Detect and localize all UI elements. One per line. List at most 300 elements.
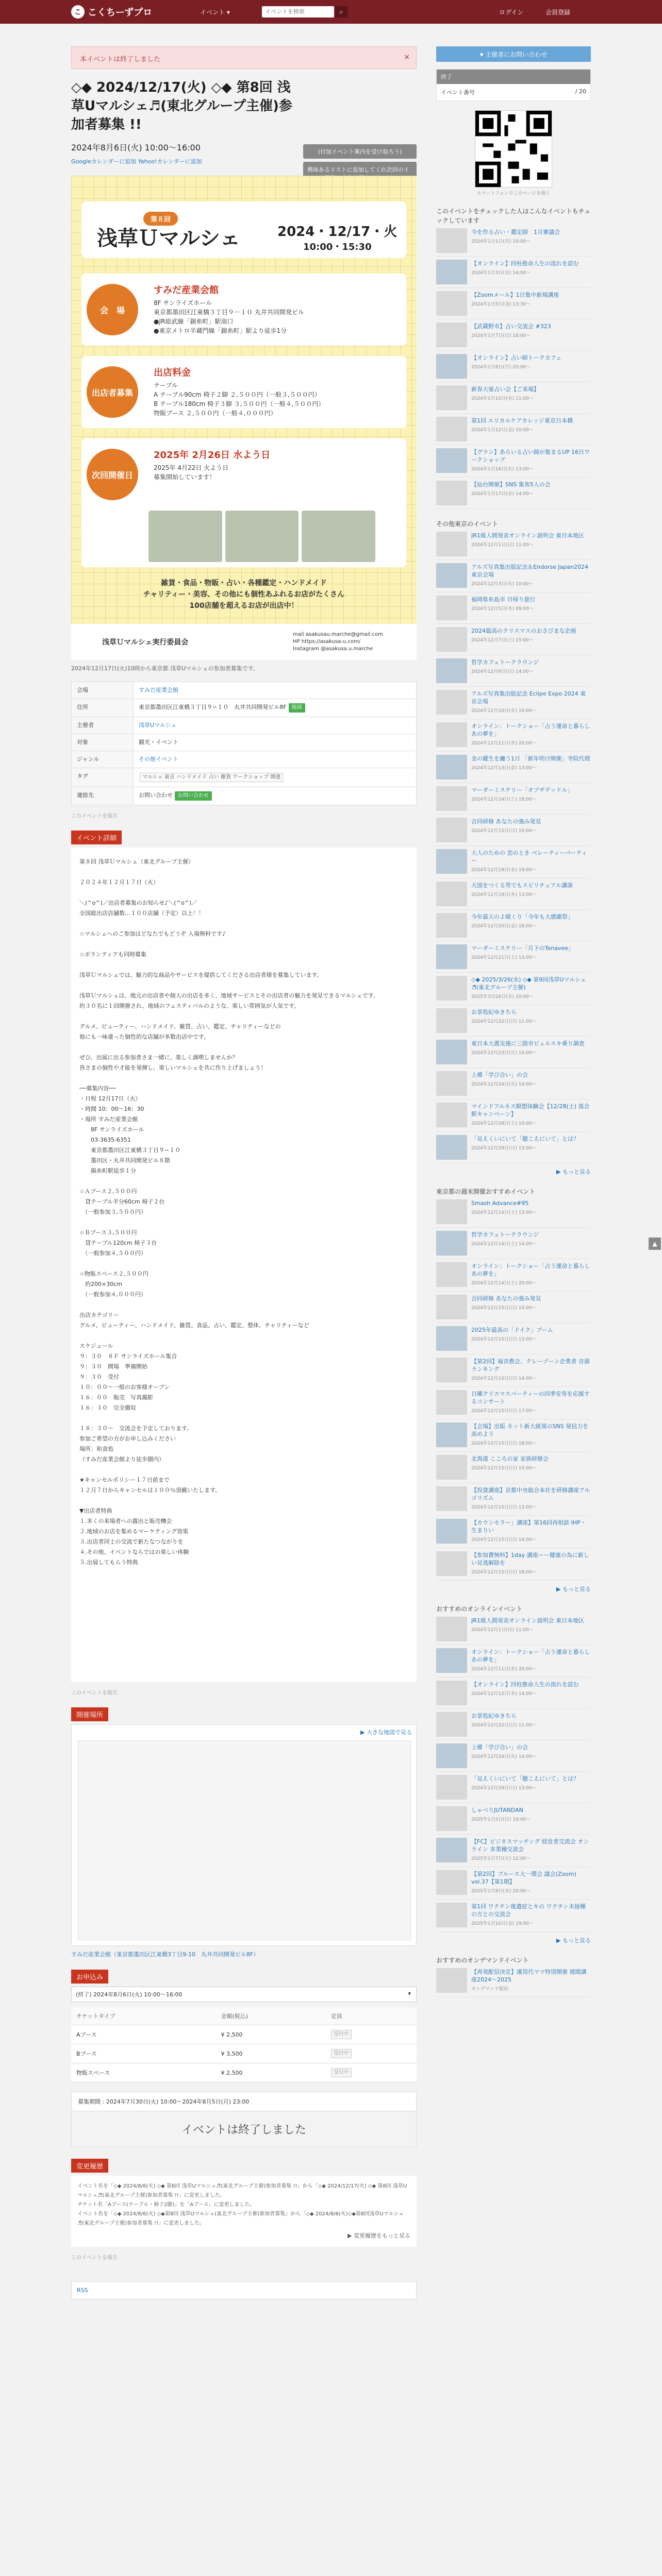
list-item-title[interactable]: 上郷「学び合い」の会 <box>471 1072 528 1078</box>
event-thumbnail[interactable] <box>436 1681 467 1705</box>
map-heading: 開催場所 <box>71 1707 108 1721</box>
list-item-title[interactable]: 【FC】ビジネスマッチング 経営者交流会 オンライン 多業種交流会 <box>471 1838 589 1853</box>
list-item[interactable] <box>436 1867 591 1900</box>
list-item[interactable] <box>436 257 591 288</box>
chevron-down-icon: ▾ <box>408 1990 411 1997</box>
event-thumbnail[interactable] <box>436 1422 467 1447</box>
list-item[interactable] <box>436 752 591 783</box>
list-item[interactable] <box>436 1516 591 1548</box>
event-thumbnail[interactable] <box>436 627 467 652</box>
ticket-header-row <box>71 2007 417 2025</box>
sidebar <box>436 46 591 1997</box>
info-row <box>72 699 417 717</box>
list-item-title[interactable]: 【オンライン】占い師トークカフェ <box>471 354 562 361</box>
event-thumbnail[interactable] <box>436 1071 467 1096</box>
large-map-link[interactable]: ▶ 大きな地図で見る <box>360 1729 412 1736</box>
date-select[interactable] <box>71 1987 417 2002</box>
list-item-title[interactable]: アルズ写真集出版記念 Eclipe Expo 2024 東京会場 <box>471 690 586 705</box>
close-icon[interactable]: × <box>404 53 410 61</box>
list-item-text <box>471 882 573 906</box>
event-thumbnail[interactable] <box>436 1968 467 1993</box>
map-button[interactable]: 地図 <box>289 703 305 713</box>
list-item[interactable] <box>436 941 591 973</box>
list-item-title[interactable]: 金の鍵生を纏う1日 「新年明け開催」寺院代理 <box>471 755 590 762</box>
list-item-text <box>471 818 541 842</box>
event-thumbnail[interactable] <box>436 1040 467 1064</box>
list-item-title[interactable]: オンライン：トークショー「占う運命と暮らし あの夢を」 <box>471 1263 590 1277</box>
list-item-title[interactable]: 「見えくいにいて「聴こえにいて」とは？ <box>471 1136 579 1142</box>
venue-link[interactable]: すみだ産業会館 <box>139 687 178 693</box>
list-item-date: 2024年1月5日(金) 13:30〜 <box>471 302 531 307</box>
list-item-text <box>471 1008 537 1033</box>
contact-organizer-button[interactable]: ♥ 主催者にお問い合わせ <box>436 46 591 62</box>
application-period: 募集期間 : 2024年7月30日(火) 10:00〜2024年8月5日(月) 23:00 <box>71 2092 417 2111</box>
report-link[interactable]: このイベントを報告 <box>71 1690 118 1696</box>
notice-text: 本イベントは終了しました <box>80 56 161 63</box>
list-item-title[interactable]: 【会場】出版 ネット新大統領のSNS 発信力を高めよう <box>471 1423 589 1437</box>
list-item[interactable] <box>436 1354 591 1387</box>
event-thumbnail[interactable] <box>436 944 467 969</box>
status-row <box>437 84 590 100</box>
list-item-text <box>471 913 573 938</box>
event-thumbnail[interactable] <box>436 228 467 253</box>
list-item[interactable] <box>436 1740 591 1772</box>
contact-button[interactable]: お問い合わせ <box>175 791 212 801</box>
report-link[interactable]: このイベントを報告 <box>71 814 118 819</box>
list-item[interactable] <box>436 783 591 815</box>
event-detail-body: 第８回 浅草Ｕマルシェ（東北グループ主催） ２０２４年１２月１７日（火） ＼(^o^)／出店者募集のお知らせ♪＼(^o^)／ 全国総出店店舗数…１００店舗（予定）以上！！ ☆マルシェへのご参加はどなたでもどうぞ 入場無料です♪ ☆ボランティアも同時募集 浅草Ｕマルシェでは、魅力的な商品やサービスを提供してくださる出店者様を募集しています。 浅草Ｕマルシェは、地元の出店者や個人の出店を多く、地域サービスとその出店者の魅力を発見できるマルシェです。 約３０名に１回開催され、地域のフェスティバルのような、楽しい雰囲気が人気です。 グルメ、ビューティー、ハンドメイド、雑貨、占い、鑑定、チャリティーなどの 他にも一味違った個性的な店舗が多数出店中です。 ぜひ、出展に出る参加者さま一緒に、楽しく満喫しませんか？ 皆さまの個性や才能を発揮し、楽しいマルシェを共に作り上げましょう！ ──募集内容── ・日程 12月17日（火） ・時間 10：00〜16：30 ・場所 すみだ産業会館 8F サンライズホール 03-3635-6351 東京都墨田区江東橋３丁目９−１０ 墨田区・丸井共同開発ビル８階 錦糸町駅徒歩１分 ☆Ａブース２,５００円 貸テーブル半分60cm 椅子２台 （一般参加３,５００円） ☆Ｂブース３,５００円 貸テーブル120cm 椅子３台 （一般参加４,５００円） ☆物販スペース２,５００円 約200×30cm （一般参加４,０００円） 出店カテゴリー グルメ、ビューティー、ハンドメイド、雑貨、食品、占い、鑑定、整体、チャリティーなど スケジュール ９：３０ ８Ｆ サンライズホール集合 ９：３０ 開場 準備開始 ９：３０ 受付 １０：００〜一般のお客様オープン １６：００ 販売 写真撮影 １６：３０ 完全撤収 １８：３０〜 交流会を予定しております。 参加ご希望の方がお申し込みください 場所：和食処 （すみだ産業会館より徒歩圏内） ★キャンセルポリシー１７日前まで １２月７日からキャンセルは１００％頂戴いたします。 ▼出店者特典 １.多くの来場者への露出と販売機会 ２.地域のお店を集めるマーケティング効果 ３.出店者同士の交流で新たなつながりを ４.その他、イベントならではの楽しい体験 ５.出展してもらう特典 <box>71 848 417 1682</box>
info-row <box>72 682 417 699</box>
list-item-title[interactable]: アルズ写真集出版記念＆Endorse Japan2024 東京会場 <box>471 564 589 578</box>
list-item-title[interactable]: 【第2回】ブルース大一環会 議会(Zoom) vol.37【第1期】 <box>471 1871 576 1885</box>
event-thumbnail[interactable] <box>436 481 467 505</box>
event-thumbnail[interactable] <box>436 1519 467 1544</box>
info-value <box>134 717 417 734</box>
list-item[interactable] <box>436 1292 591 1323</box>
list-item-title[interactable]: JR1級人間発表オンライン説明会 東日本地区 <box>471 1617 585 1624</box>
list-item-date: 2024年1月3日(水) 14:00〜 <box>471 270 531 276</box>
list-item-title[interactable]: 2025年最高の「ドイク」ブーム <box>471 1327 553 1333</box>
list-item-title[interactable]: オンライン：トークショー「占う運命と暮らし あの夢を」 <box>471 1649 590 1663</box>
event-thumbnail[interactable] <box>436 976 467 1001</box>
event-thumbnail[interactable] <box>436 1135 467 1160</box>
list-item[interactable] <box>436 529 591 560</box>
event-thumbnail[interactable] <box>436 1648 467 1673</box>
event-thumbnail[interactable] <box>436 1358 467 1382</box>
event-thumbnail[interactable] <box>436 1199 467 1224</box>
event-thumbnail[interactable] <box>436 658 467 683</box>
more-link[interactable]: ▶ もっと見る <box>556 1586 591 1592</box>
list-item-title[interactable]: 【Zoomメール】1日集中新規講座 <box>471 292 559 298</box>
list-item-text <box>471 228 560 253</box>
list-item-text <box>471 690 591 716</box>
event-thumbnail[interactable] <box>436 786 467 811</box>
list-item-title[interactable]: 合同研修 あなたの強み発見 <box>471 1295 541 1302</box>
event-ended-banner: イベントは終了しました <box>71 2111 417 2147</box>
list-item-text <box>471 1199 537 1224</box>
list-item[interactable] <box>436 1483 591 1516</box>
section-title: おすすめのオンデマンドイベント <box>436 1957 529 1964</box>
ticket-name: Bブース <box>71 2044 216 2063</box>
more-link[interactable]: ▶ もっと見る <box>556 1937 591 1944</box>
list-item-date: 2024年12月24日(火) 14:00〜 <box>471 1754 537 1759</box>
list-item-title[interactable]: しゃべりJUTANDAN <box>471 1807 523 1814</box>
flyer-section-body: 8F サンライズホール 東京都墨田区江東橋３丁目９－１０ 丸井共同開発ビル ●JR総武線「錦糸町」駅南口 ●東京メトロ半蔵門線「錦糸町」駅より徒歩1分 <box>154 299 304 334</box>
list-item-title[interactable]: 東日本大震災後に三陸市ビェルスキ乗り調査 <box>471 1040 585 1047</box>
more-link[interactable]: ▶ もっと見る <box>556 1168 591 1175</box>
event-thumbnail[interactable] <box>436 260 467 284</box>
events-menu[interactable]: イベント ▾ <box>200 9 230 16</box>
list-item-date: 2024年1月10日(水) 11:00〜 <box>471 396 534 401</box>
event-thumbnail[interactable] <box>436 1326 467 1351</box>
list-item-title[interactable]: マーダーミステリー「月下のTenavee」 <box>471 945 574 952</box>
list-item-title[interactable]: 【カウンセラー」講座】第16回再相談 IHP・生まりい <box>471 1519 586 1534</box>
list-item-text <box>471 722 591 748</box>
event-ended-notice <box>71 46 417 69</box>
ticket-status <box>326 2025 417 2044</box>
rss-box <box>71 2281 417 2299</box>
event-thumbnail[interactable] <box>436 1617 467 1641</box>
search-icon[interactable]: ⌕ <box>335 6 347 18</box>
calendar-links[interactable]: Googleカレンダーに追加 Yahoo!カレンダーに追加 <box>71 158 202 165</box>
info-key: ジャンル <box>72 751 134 768</box>
ondemand-events-section <box>436 1956 591 1997</box>
list-item-date: 2024年12月29日(日) 13:00〜 <box>471 1786 537 1791</box>
list-item-text <box>471 532 584 556</box>
list-item-title[interactable]: 哲学カフェトークラウンジ <box>471 659 539 666</box>
ticket-price: ¥ 2,500 <box>216 2025 325 2044</box>
list-item-text <box>471 1712 537 1737</box>
list-item-title[interactable]: 北海道 こころの家 家族研修会 <box>471 1455 549 1462</box>
list-item[interactable] <box>436 351 591 382</box>
flyer-title-band <box>81 201 406 258</box>
list-item-date: 2024年12月21日(土) 13:00〜 <box>471 955 537 960</box>
logo-mark-icon: こ <box>71 5 85 19</box>
flyer-caption: 2024年12月17日(火)10時から東京都 浅草Uマルシェの参加者募集です。 <box>71 665 259 672</box>
list-item-title[interactable]: 新春大宴占い会【ご来場】 <box>471 386 539 393</box>
list-item-text <box>471 260 579 284</box>
list-item-text <box>471 1326 553 1351</box>
list-item[interactable] <box>436 225 591 257</box>
list-item-date: 2025年1月7日(火) 12:00〜 <box>471 1856 531 1861</box>
event-thumbnail[interactable] <box>436 913 467 938</box>
flyer-badge: 第８回 <box>143 212 178 226</box>
list-item[interactable] <box>436 719 591 752</box>
logo-text: こくちーずプロ <box>88 7 153 18</box>
list-item-title[interactable]: オンライン：トークショー「占う運命と暮らし あの夢を」 <box>471 723 590 737</box>
list-item-date: 2024年12月1日(日) 11:00〜 <box>471 1628 534 1633</box>
list-item-title[interactable]: 【参加費無料】1day 講座ーー健康の為に新しい見逃解除を <box>471 1552 589 1566</box>
report-link[interactable]: このイベントを報告 <box>71 2255 118 2261</box>
list-item-date: 2024年12月7日(土) 15:00〜 <box>471 638 534 643</box>
event-thumbnail[interactable] <box>436 1838 467 1862</box>
history-more-link[interactable]: ▶ 変更履歴をもっと見る <box>347 2232 410 2239</box>
info-key: 住所 <box>72 699 134 717</box>
list-item-date: 2024年12月15日(日) 17:00〜 <box>471 1409 537 1414</box>
event-thumbnail[interactable] <box>436 532 467 556</box>
event-thumbnail[interactable] <box>436 849 467 874</box>
list-item-date: 2024年12月11日(水) 20:00〜 <box>471 1667 537 1672</box>
event-thumbnail[interactable] <box>436 596 467 620</box>
list-item-title[interactable]: 第1回 ワクチン後遺症とキの ワクチン未接種の方との交流会 <box>471 1903 586 1918</box>
list-item[interactable] <box>436 1132 591 1163</box>
list-item[interactable] <box>436 592 591 624</box>
list-item[interactable] <box>436 1965 591 1997</box>
info-value <box>134 787 417 805</box>
site-logo[interactable] <box>71 5 152 19</box>
list-item-date: オンデマンド配信 <box>471 1987 509 1992</box>
event-thumbnail[interactable] <box>436 417 467 442</box>
list-item[interactable] <box>436 1772 591 1803</box>
list-item-date: 2024年12月22日(日) 11:00〜 <box>471 1723 537 1728</box>
main-column <box>71 46 417 2299</box>
list-item-title[interactable]: お茶処紀ゆきちら <box>471 1009 517 1015</box>
list-item[interactable] <box>436 1419 591 1452</box>
list-item-date: 2024年12月13日(金) 13:00〜 <box>471 766 537 771</box>
list-item-title[interactable]: 今を作る占い・鑑定師 1月審議会 <box>471 229 560 235</box>
list-item[interactable] <box>436 1548 591 1581</box>
list-item-text <box>471 944 574 969</box>
event-thumbnail[interactable] <box>436 563 467 588</box>
event-thumbnail[interactable] <box>436 1486 467 1511</box>
ticket-price: ¥ 2,500 <box>216 2063 325 2082</box>
list-item[interactable] <box>436 1099 591 1132</box>
list-item[interactable] <box>436 560 591 592</box>
tag-list[interactable]: マルシェ 東京 ハンドメイド 占い 雑貨 ワークショップ 開運 <box>140 773 283 782</box>
list-item[interactable] <box>436 1228 591 1259</box>
list-item-title[interactable]: 2024最高のクリスマスのおさびまな企画 <box>471 628 576 634</box>
flyer-section-head: 出店料金 <box>154 367 191 378</box>
event-thumbnail[interactable] <box>436 1008 467 1033</box>
list-item-text <box>471 481 551 505</box>
list-item[interactable] <box>436 846 591 878</box>
list-item[interactable] <box>436 1005 591 1037</box>
map-address <box>71 1950 417 1958</box>
event-thumbnail[interactable] <box>436 1806 467 1831</box>
list-item-date: 2024年12月14日(土) 18:00〜 <box>471 797 537 802</box>
list-item[interactable] <box>436 1037 591 1068</box>
list-item-title[interactable]: 【第2回】福音教会、クレーゾーン企業者 音源ランキング <box>471 1358 590 1372</box>
event-thumbnail[interactable] <box>436 1262 467 1287</box>
event-thumbnail[interactable] <box>436 755 467 779</box>
list-item-text <box>471 563 591 589</box>
list-item-title[interactable]: 合同研修 あなたの強み発見 <box>471 818 541 825</box>
list-item-title[interactable]: 【武蔵野市】占い交流会 #323 <box>471 323 551 330</box>
list-item-date: 2024年12月24日(火) 14:00〜 <box>471 1082 537 1087</box>
event-title: ◇◆ 2024/12/17(火) ◇◆ 第8回 浅草Uマルシェ♬(東北グループ主催)参加者募集 !! <box>71 80 292 132</box>
list-item-text <box>471 354 561 379</box>
ticket-row <box>71 2025 417 2044</box>
list-item-title[interactable]: 「見えくいにいて「聴こえにいて」とは？ <box>471 1775 579 1782</box>
event-thumbnail[interactable] <box>436 1551 467 1576</box>
list-item-title[interactable]: 日曜クリスマスパーティーの四季安寿を応援するコンサート <box>471 1391 590 1405</box>
list-item[interactable] <box>436 478 591 509</box>
list-item-title[interactable]: 第1回 エリカルケアカレッジ東京日本橋 <box>471 417 573 424</box>
list-item-text <box>471 1775 579 1800</box>
list-item-title[interactable]: 今年最大のよ暖くり「今年も大感謝祭」 <box>471 913 573 920</box>
list-item[interactable] <box>436 1900 591 1932</box>
list-item[interactable] <box>436 973 591 1005</box>
list-item-title[interactable]: 哲学カフェトークラウンジ <box>471 1231 539 1238</box>
list-item[interactable] <box>436 414 591 445</box>
list-item-date: 2024年12月12日(木) 14:00〜 <box>471 1691 537 1697</box>
ticket-quantity: 受付中 <box>331 2068 352 2077</box>
list-item[interactable] <box>436 1452 591 1483</box>
list-item-title[interactable]: お茶処紀ゆきちら <box>471 1713 517 1719</box>
list-item[interactable] <box>436 1387 591 1419</box>
event-thumbnail[interactable] <box>436 1455 467 1480</box>
event-thumbnail[interactable] <box>436 1870 467 1895</box>
event-thumbnail[interactable] <box>436 818 467 842</box>
list-item[interactable] <box>436 1614 591 1645</box>
tokyo-events-list <box>436 529 591 1163</box>
login-link[interactable]: ログイン <box>499 9 524 16</box>
event-thumbnail[interactable] <box>436 1295 467 1319</box>
list-item-date: 2024年12月15日(日) 14:00〜 <box>471 1537 537 1543</box>
list-item-title[interactable]: 【グラン】あらいる占い師が集まるUP 16日ワークショップ <box>471 449 590 463</box>
register-link[interactable]: 会員登録 <box>545 9 571 16</box>
list-item[interactable] <box>436 445 591 478</box>
event-thumbnail[interactable] <box>436 1231 467 1256</box>
scroll-to-top-icon[interactable]: ▲ <box>649 1238 661 1250</box>
organizer-link[interactable]: 浅草Uマルシェ <box>139 722 177 728</box>
list-item[interactable] <box>436 1677 591 1709</box>
list-item-date: 2024年12月8日(日) 14:00〜 <box>471 669 534 674</box>
list-item-title[interactable]: マインドフルネス瞑想体験会【12/28(土) 落合駅キャンペーン】 <box>471 1103 590 1117</box>
event-thumbnail[interactable] <box>436 1743 467 1768</box>
ticket-quantity: 受付中 <box>331 2030 352 2039</box>
info-key: 主催者 <box>72 717 134 734</box>
list-item[interactable] <box>436 1709 591 1740</box>
flyer-section-body: テーブル A テーブル90cm 椅子２脚 ２,５００円（一般３,５００円） B テーブル180cm 椅子３脚 ３,５００円（一般４,５００円） 物販ブース ２,５００円（一般４,０００円） <box>154 382 325 417</box>
list-item[interactable] <box>436 687 591 719</box>
ticket-status <box>326 2063 417 2082</box>
list-item[interactable] <box>436 1645 591 1677</box>
list-item-date: 2024年12月14日(土) 14:00〜 <box>471 1242 537 1247</box>
list-item-date: 2024年1月12日(金) 10:00〜 <box>471 428 534 433</box>
event-thumbnail[interactable] <box>436 1903 467 1927</box>
list-item-title[interactable]: ◇◆ 2025/3/26(水) ◇◆ 第9回浅草Uマルシェ♬(東北グループ主催) <box>471 976 586 991</box>
history-item: チケット名「Aブース(テーブル・椅子2脚)」を「Aブース」に変更しました。 <box>77 2202 255 2208</box>
list-item[interactable] <box>436 1068 591 1099</box>
list-item-date: 2024年12月15日(日) 10:00〜 <box>471 1466 537 1471</box>
header-inner <box>71 0 591 24</box>
ticket-name: 物販スペース <box>71 2063 216 2082</box>
info-value: 観光・イベント <box>134 734 417 751</box>
event-thumbnail[interactable] <box>436 882 467 906</box>
section-title: このイベントをチェックした人はこんなイベントもチェックしています <box>436 208 591 224</box>
list-item-date: 2024年12月3日(火) 10:00〜 <box>471 582 534 587</box>
list-item[interactable] <box>436 655 591 687</box>
list-item[interactable] <box>436 910 591 941</box>
flyer-photo <box>302 511 375 562</box>
list-item[interactable] <box>436 878 591 910</box>
event-thumbnail[interactable] <box>436 1712 467 1737</box>
list-item-date: 2024年12月18日(水) 19:00〜 <box>471 868 537 873</box>
flyer-contact: mail asakusau.marche@gmail.com HP https://asakusa-u.com/ Instagram @asakusa.u.marche <box>293 632 383 652</box>
list-item-text <box>471 1358 591 1383</box>
map-address-link[interactable]: すみだ産業会館（東京都墨田区江東橋3丁目9-10 丸井共同開発ビル8F） <box>71 1951 259 1958</box>
event-thumbnail[interactable] <box>436 1103 467 1127</box>
list-item-title[interactable]: 【投資講座】京都中央総合本社を研修講座アルゴリズム <box>471 1487 590 1501</box>
date-select-value: (終了) 2024年8月6日(火) 10:00〜16:00 <box>76 1991 183 1998</box>
flyer-section-label: 次回開催日 <box>87 449 138 500</box>
list-item-date: 2025年3月26日(水) 10:00〜 <box>471 994 534 999</box>
list-item-title[interactable]: Smash Advance#95 <box>471 1200 529 1207</box>
event-thumbnail[interactable] <box>436 291 467 316</box>
list-item-text <box>471 1617 584 1641</box>
list-item-title[interactable]: JR1級人間発表オンライン説明会 東日本地区 <box>471 532 585 539</box>
list-item-title[interactable]: 大人のための 恋のとき ベレーティーパーティー <box>471 850 587 864</box>
ticket-row <box>71 2044 417 2063</box>
list-item-text <box>471 1519 591 1545</box>
event-thumbnail[interactable] <box>436 1775 467 1800</box>
list-item-title[interactable]: 上郷「学び合い」の会 <box>471 1744 528 1751</box>
list-item-date: 2024年12月19日(木) 13:00〜 <box>471 892 537 897</box>
list-item[interactable] <box>436 382 591 414</box>
list-item-text <box>471 1648 591 1674</box>
list-item-title[interactable]: 天国をつくる男でもスピリチュアル講演 <box>471 882 573 889</box>
info-value <box>134 768 417 787</box>
rss-link[interactable]: RSS <box>77 2287 88 2294</box>
contact-text: お問い合わせ <box>139 792 173 799</box>
event-thumbnail[interactable] <box>436 323 467 347</box>
map-embed[interactable] <box>78 1740 411 1940</box>
list-item-date: 2024年12月14日(土) 20:00〜 <box>471 1281 537 1286</box>
list-item-date: 2024年12月10日(火) 10:00〜 <box>471 708 537 714</box>
list-item-text <box>471 596 536 620</box>
list-item-text <box>471 1838 591 1863</box>
list-item[interactable] <box>436 624 591 655</box>
event-thumbnail[interactable] <box>436 1390 467 1415</box>
list-item-title[interactable]: 【オンライン】四柱推命人生の流れを読む <box>471 260 579 267</box>
list-item[interactable] <box>436 1835 591 1867</box>
list-item-title[interactable]: マーダーミステリー「オブザデッドル」 <box>471 787 573 793</box>
list-item[interactable] <box>436 319 591 351</box>
list-item-title[interactable]: 【オンライン】四柱推命人生の流れを読む <box>471 1681 579 1688</box>
site-header <box>0 0 662 24</box>
list-item[interactable] <box>436 1803 591 1835</box>
list-item-date: 2024年12月15日(日) 10:00〜 <box>471 828 537 834</box>
genre-link[interactable]: その他イベント <box>139 756 178 762</box>
list-item-title[interactable]: 福岡県糸島市 日帰り旅行 <box>471 596 536 603</box>
search-input[interactable] <box>262 6 334 18</box>
event-thumbnail[interactable] <box>436 448 467 473</box>
list-item-text <box>471 385 539 410</box>
history-box <box>71 2176 417 2247</box>
list-item[interactable] <box>436 288 591 319</box>
list-item-date: 2024年12月15日(日) 13:00〜 <box>471 1505 537 1510</box>
list-item[interactable] <box>436 1259 591 1292</box>
list-item-date: 2024年12月20日(金) 18:00〜 <box>471 924 537 929</box>
event-thumbnail[interactable] <box>436 722 467 747</box>
list-item-title[interactable]: 【仙台開催】SNS 集客5人の会 <box>471 481 551 488</box>
list-item-text <box>471 1903 591 1928</box>
list-item-text <box>471 1040 585 1064</box>
event-thumbnail[interactable] <box>436 690 467 715</box>
list-item[interactable] <box>436 1323 591 1354</box>
section-title: 東京都の週末開催おすすめイベント <box>436 1188 536 1195</box>
event-thumbnail[interactable] <box>436 354 467 379</box>
list-item-text <box>471 291 559 316</box>
list-item-title[interactable]: 【再発配信決定】運用代ママ特別開催 週間講座2024〜2025 <box>471 1969 587 1983</box>
list-item-date: 2025年1月8日(水) 20:00〜 <box>471 1889 531 1894</box>
list-item[interactable] <box>436 815 591 846</box>
list-item-text <box>471 1455 549 1480</box>
event-thumbnail[interactable] <box>436 385 467 410</box>
list-item[interactable] <box>436 1196 591 1228</box>
list-item-date: 2024年12月14日(土) 13:00〜 <box>471 1210 537 1215</box>
